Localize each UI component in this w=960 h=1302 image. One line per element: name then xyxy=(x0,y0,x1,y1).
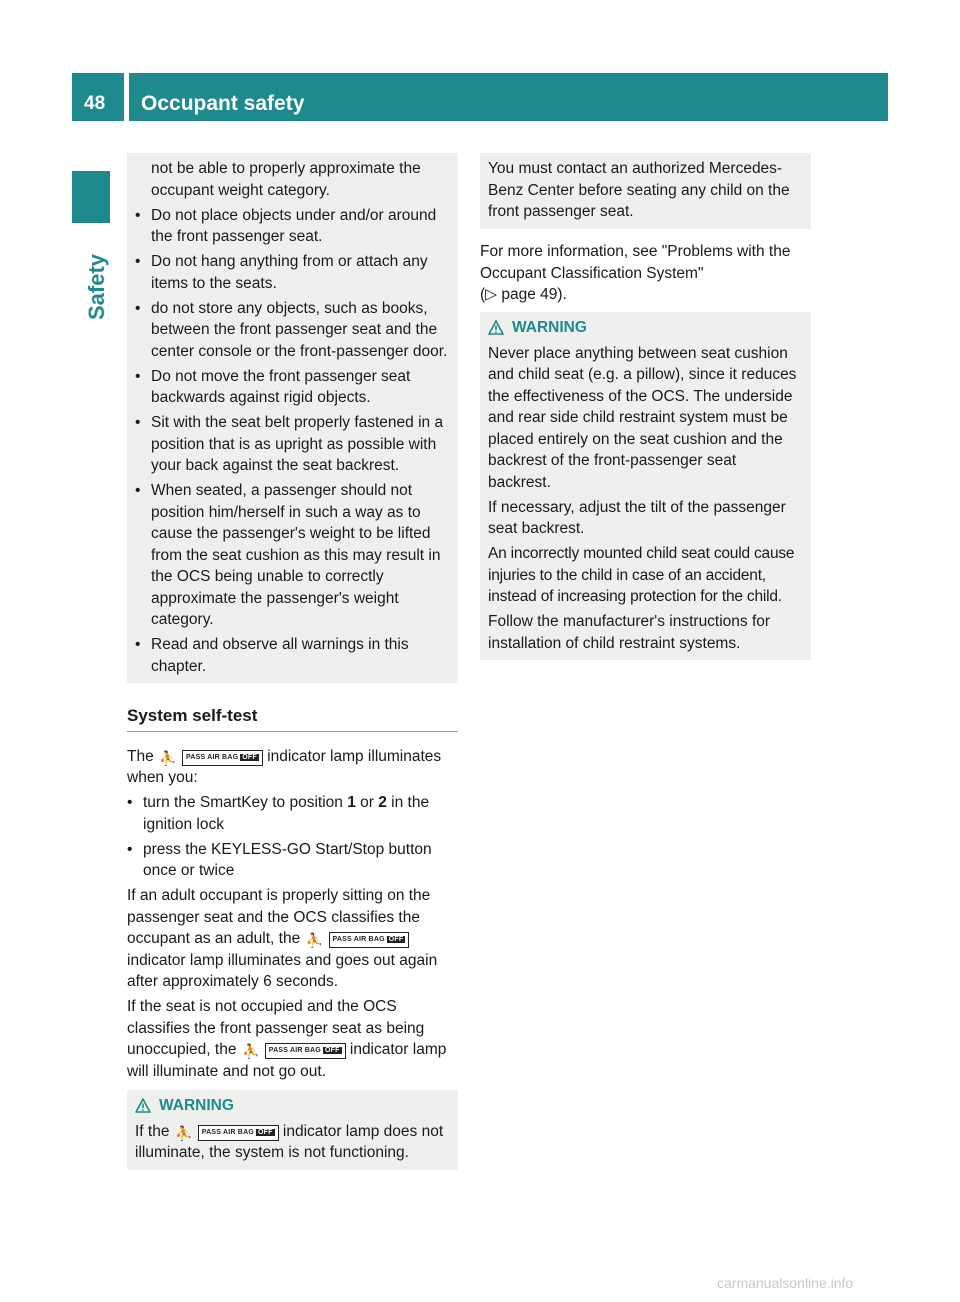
seated-person-icon: ⛹ xyxy=(159,749,177,766)
list-item: • do not store any objects, such as books, between the front passenger seat and the center console or the front-passenger door. xyxy=(135,299,448,360)
page-number-block xyxy=(72,73,124,121)
list-item: • Do not hang anything from or attach any items to the seats. xyxy=(135,253,428,292)
right-box-text: You must contact an authorized Mercedes-Benz Center before seating any child on the front passenger seat. xyxy=(488,160,790,220)
warning-para: If necessary, adjust the tilt of the passenger seat backrest. xyxy=(488,498,786,537)
warning-para: Follow the manufacturer's instructions for installation of child restraint systems. xyxy=(488,613,771,652)
warning-triangle-icon xyxy=(135,1098,151,1113)
list-item: • Do not place objects under and/or around the front passenger seat. xyxy=(135,206,437,245)
list-item: • Sit with the seat belt properly fastened in a position that is as upright as possible with your back against the seat backrest. xyxy=(135,414,444,474)
list-item: • turn the SmartKey to position 1 or 2 in the ignition lock xyxy=(127,794,430,833)
pass-airbag-off-indicator-icon: ⛹ PASS AIR BAG OFF xyxy=(158,750,263,766)
more-info-para: For more information, see "Problems with the Occupant Classification System" (▷ page 49). xyxy=(480,243,791,303)
pass-airbag-off-indicator-icon: ⛹ PASS AIR BAG OFF xyxy=(241,1043,346,1059)
side-tab-label: Safety xyxy=(84,253,109,320)
pass-airbag-off-indicator-icon: ⛹ PASS AIR BAG OFF xyxy=(305,932,410,948)
section-heading: System self-test xyxy=(127,705,458,732)
header-bar xyxy=(129,73,888,121)
list-item: • press the KEYLESS-GO Start/Stop button once or twice xyxy=(127,840,432,879)
self-test-para-unoccupied: If the seat is not occupied and the OCS classifies the front passenger seat as being unoccupied, the ⛹ PASS AIR BAG OFF indicator lamp will illuminate and not go out. xyxy=(127,998,447,1080)
left-warning-box xyxy=(127,1090,458,1170)
warning-title: WARNING xyxy=(488,317,803,339)
warning-triangle-icon xyxy=(488,320,504,335)
left-box-lead: not be able to properly approximate the occupant weight category. xyxy=(151,160,421,199)
self-test-intro: The ⛹ PASS AIR BAG OFF indicator lamp illuminates when you: xyxy=(127,747,442,786)
side-tab-marker xyxy=(72,171,110,223)
left-info-box xyxy=(127,153,458,683)
seated-person-icon: ⛹ xyxy=(175,1124,193,1141)
right-warning-box xyxy=(480,312,811,660)
seated-person-icon: ⛹ xyxy=(305,932,324,948)
left-warning-text: If the ⛹ PASS AIR BAG OFF indicator lamp does not illuminate, the system is not functioning. xyxy=(135,1122,444,1161)
self-test-para-adult: If an adult occupant is properly sitting on the passenger seat and the OCS classifies the occupant as an adult, the ⛹ PASS AIR BAG OFF indicator lamp illuminates and goes out again after approximately 6 seconds. xyxy=(127,887,438,990)
list-item: • When seated, a passenger should not position him/herself in such a way as to cause the passenger's weight to be lifted from the seat cushion as this may result in the OCS being unable to correctly approximate the passenger's weight category. xyxy=(135,482,441,628)
page-title: Occupant safety xyxy=(141,92,305,115)
watermark: carmanualsonline.info xyxy=(717,1275,854,1291)
list-item: • Read and observe all warnings in this chapter. xyxy=(135,636,409,675)
seated-person-icon: ⛹ xyxy=(242,1043,260,1059)
page-reference: (▷ page 49). xyxy=(480,286,567,303)
self-test-section xyxy=(127,705,458,1086)
warning-title: WARNING xyxy=(135,1095,450,1117)
warning-para: An incorrectly mounted child seat could cause injuries to the child in case of an accident, instead of increasing protection for the child. xyxy=(488,545,795,605)
page-number: 48 xyxy=(84,93,106,114)
list-item: • Do not move the front passenger seat backwards against rigid objects. xyxy=(135,367,411,406)
warning-para: Never place anything between seat cushion and child seat (e.g. a pillow), since it reduces the effectiveness of the OCS. The underside and rear side child restraint system must be placed entirely on the seat cushion and the backrest of the front-passenger seat backrest. xyxy=(488,344,797,491)
right-info-box xyxy=(480,153,811,229)
pass-airbag-off-indicator-icon: ⛹ PASS AIR BAG OFF xyxy=(174,1125,279,1141)
